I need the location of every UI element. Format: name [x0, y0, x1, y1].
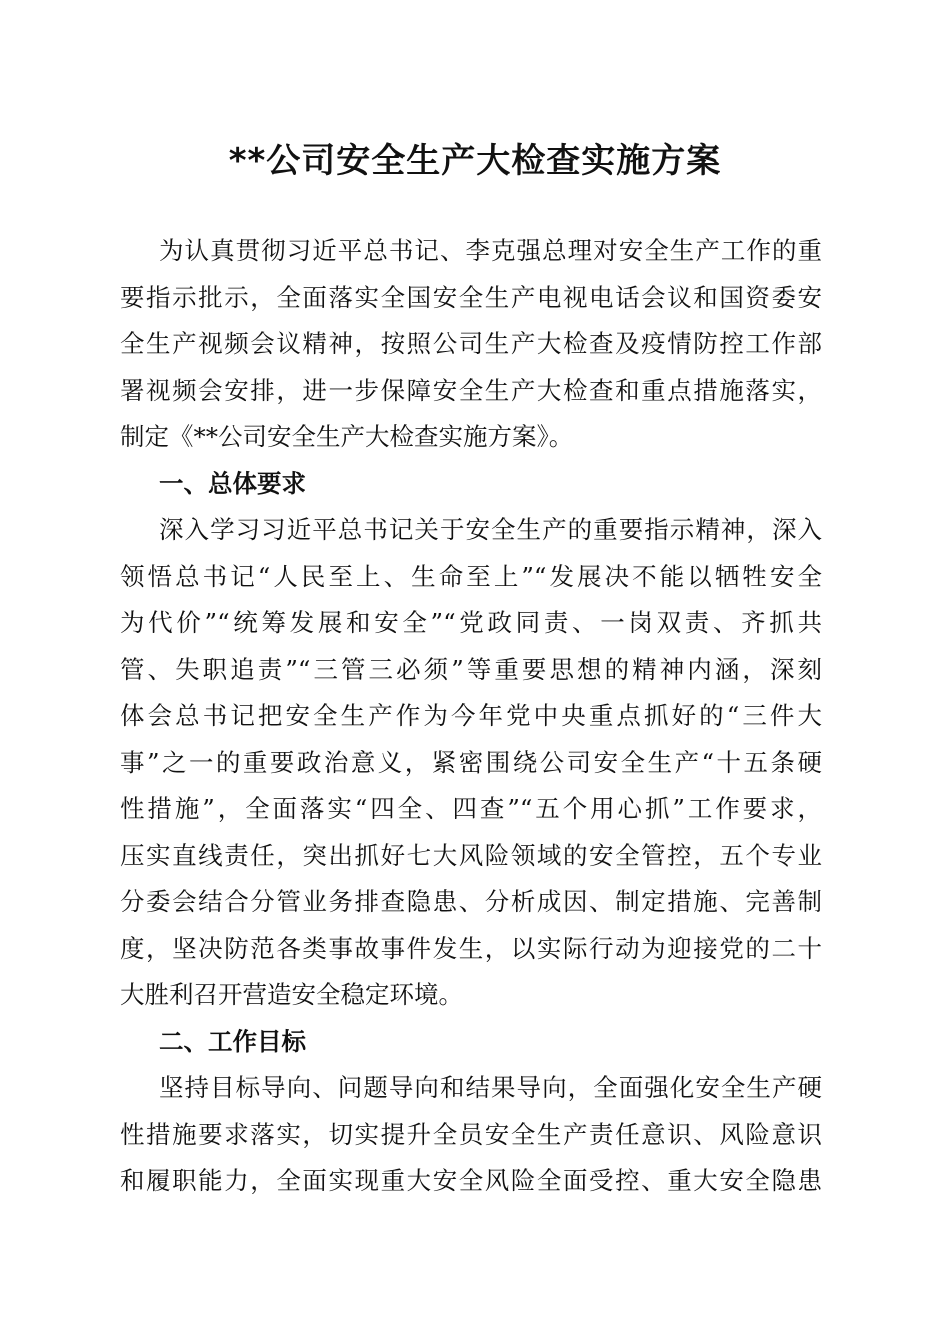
section-heading: 二、工作目标	[159, 1026, 306, 1056]
paragraph-line: 和履职能力，全面实现重大安全风险全面受控、重大安全隐患	[120, 1166, 822, 1195]
paragraph-line: 要指示批示，全面落实全国安全生产电视电话会议和国资委安	[120, 282, 822, 312]
paragraph-line: 大胜利召开营造安全稳定环境。	[120, 980, 463, 1009]
paragraph-line: 压实直线责任，突出抓好七大风险领域的安全管控，五个专业	[120, 840, 822, 870]
paragraph-line: 性措施”，全面落实“四全、四查”“五个用心抓”工作要求，	[120, 794, 822, 823]
paragraph-line: 为认真贯彻习近平总书记、李克强总理对安全生产工作的重	[159, 236, 822, 265]
paragraph-line: 体会总书记把安全生产作为今年党中央重点抓好的“三件大	[120, 701, 822, 730]
paragraph-line: 事”之一的重要政治意义，紧密围绕公司安全生产“十五条硬	[120, 747, 822, 777]
page-title: **公司安全生产大检查实施方案	[228, 141, 722, 181]
paragraph-line: 分委会结合分管业务排查隐患、分析成因、制定措施、完善制	[120, 887, 822, 916]
paragraph-line: 深入学习习近平总书记关于安全生产的重要指示精神，深入	[159, 515, 822, 544]
paragraph-line: 为代价”“统筹发展和安全”“党政同责、一岗双责、齐抓共	[120, 608, 822, 637]
paragraph-line: 制定《**公司安全生产大检查实施方案》。	[120, 422, 574, 451]
paragraph-line: 管、失职追责”“三管三必须”等重要思想的精神内涵，深刻	[120, 654, 822, 684]
paragraph-line: 度，坚决防范各类事故事件发生，以实际行动为迎接党的二十	[120, 933, 822, 963]
paragraph-line: 领悟总书记“人民至上、生命至上”“发展决不能以牺牲安全	[120, 561, 822, 591]
paragraph-line: 坚持目标导向、问题导向和结果导向，全面强化安全生产硬	[159, 1073, 822, 1102]
document-body	[120, 228, 822, 1205]
paragraph-line: 全生产视频会议精神，按照公司生产大检查及疫情防控工作部	[120, 329, 822, 358]
paragraph-line: 署视频会安排，进一步保障安全生产大检查和重点措施落实，	[120, 375, 822, 405]
paragraph-line: 性措施要求落实，切实提升全员安全生产责任意识、风险意识	[120, 1119, 822, 1149]
section-heading: 一、总体要求	[159, 468, 306, 498]
